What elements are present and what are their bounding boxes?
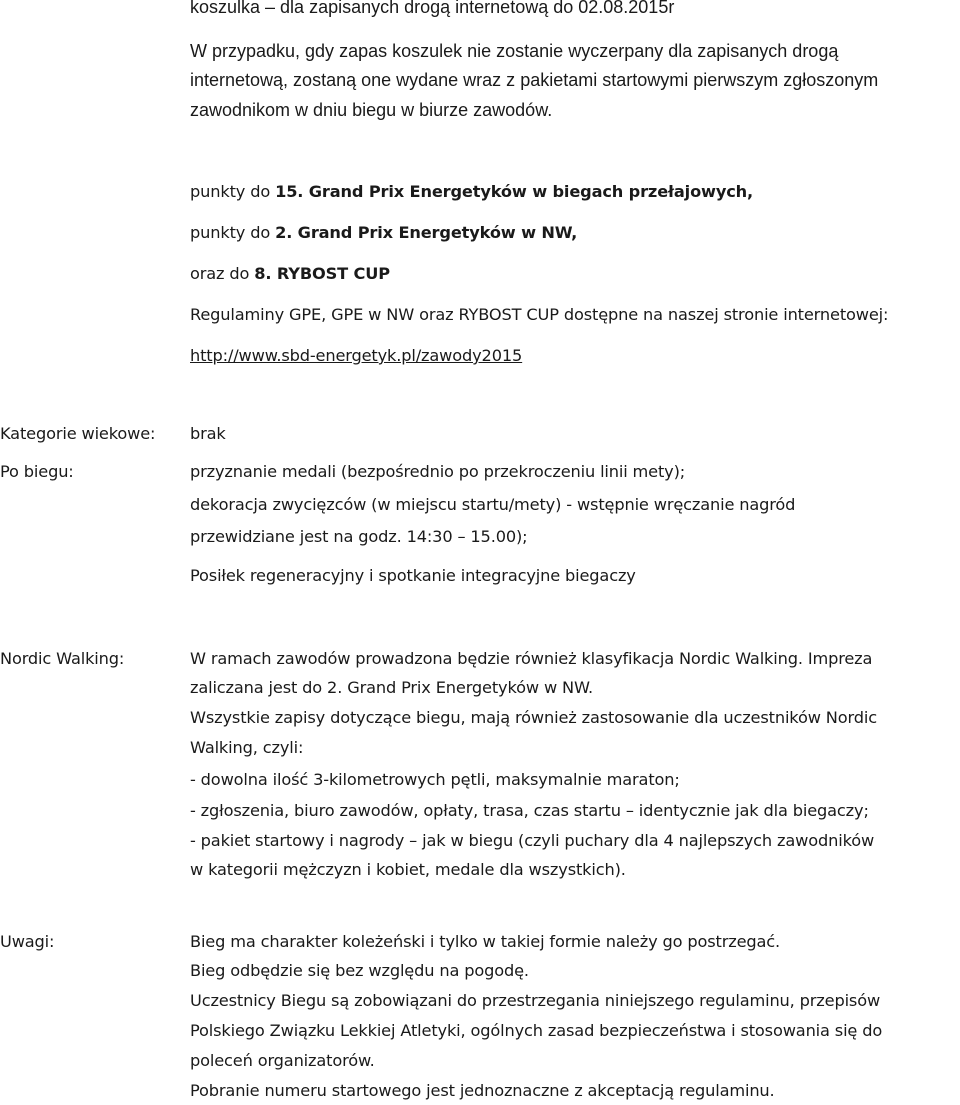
nordic-walking-line-3: Wszystkie zapisy dotyczące biegu, mają również zastosowanie dla uczestników Nordic xyxy=(190,708,877,727)
regulations-link[interactable]: http://www.sbd-energetyk.pl/zawody2015 xyxy=(190,346,523,365)
points-line-2-prefix: punkty do xyxy=(190,223,276,242)
points-line-3 xyxy=(190,266,390,282)
nordic-walking-line-4: Walking, czyli: xyxy=(190,738,304,757)
nordic-walking-label: Nordic Walking: xyxy=(0,649,125,668)
nordic-walking-line-7: - pakiet startowy i nagrody – jak w biegu (czyli puchary dla 4 najlepszych zawodników xyxy=(190,831,875,850)
intro-line-3: internetową, zostaną one wydane wraz z pakietami startowymi pierwszym zgłoszonym xyxy=(190,70,879,90)
after-run-line-3: przewidziane jest na godz. 14:30 – 15.00); xyxy=(190,527,528,546)
points-line-3-bold: 8. RYBOST CUP xyxy=(254,264,390,283)
intro-line-1: koszulka – dla zapisanych drogą internetową do 02.08.2015r xyxy=(190,0,675,17)
notes-line-3: Uczestnicy Biegu są zobowiązani do przestrzegania niniejszego regulaminu, przepisów xyxy=(190,991,881,1010)
after-run-line-4: Posiłek regeneracyjny i spotkanie integracyjne biegaczy xyxy=(190,566,636,585)
points-line-2-bold: 2. Grand Prix Energetyków w NW, xyxy=(275,223,578,242)
notes-label: Uwagi: xyxy=(0,932,55,951)
notes-line-1: Bieg ma charakter koleżeński i tylko w takiej formie należy go postrzegać. xyxy=(190,932,781,951)
points-line-1 xyxy=(190,184,753,200)
age-categories-value: brak xyxy=(190,424,226,443)
notes-line-4: Polskiego Związku Lekkiej Atletyki, ogólnych zasad bezpieczeństwa i stosowania się do xyxy=(190,1021,883,1040)
regulations-text: Regulaminy GPE, GPE w NW oraz RYBOST CUP dostępne na naszej stronie internetowej: xyxy=(190,305,889,324)
after-run-label: Po biegu: xyxy=(0,462,74,481)
regulations-link-line xyxy=(190,348,522,364)
points-line-2 xyxy=(190,225,577,241)
nordic-walking-line-5: - dowolna ilość 3-kilometrowych pętli, maksymalnie maraton; xyxy=(190,770,680,789)
notes-line-6: Pobranie numeru startowego jest jednoznaczne z akceptacją regulaminu. xyxy=(190,1081,775,1100)
intro-line-2: W przypadku, gdy zapas koszulek nie zostanie wyczerpany dla zapisanych drogą xyxy=(190,41,839,61)
nordic-walking-line-8: w kategorii mężczyzn i kobiet, medale dla wszystkich). xyxy=(190,860,626,879)
points-line-1-bold: 15. Grand Prix Energetyków w biegach przełajowych, xyxy=(275,182,754,201)
notes-line-2: Bieg odbędzie się bez względu na pogodę. xyxy=(190,961,529,980)
points-line-3-prefix: oraz do xyxy=(190,264,255,283)
nordic-walking-line-6: - zgłoszenia, biuro zawodów, opłaty, trasa, czas startu – identycznie jak dla biegaczy; xyxy=(190,801,869,820)
intro-line-4: zawodnikom w dniu biegu w biurze zawodów. xyxy=(190,100,553,120)
points-line-1-prefix: punkty do xyxy=(190,182,276,201)
nordic-walking-line-1: W ramach zawodów prowadzona będzie również klasyfikacja Nordic Walking. Impreza xyxy=(190,649,873,668)
after-run-line-2: dekoracja zwycięzców (w miejscu startu/mety) - wstępnie wręczanie nagród xyxy=(190,495,796,514)
nordic-walking-line-2: zaliczana jest do 2. Grand Prix Energetyków w NW. xyxy=(190,678,594,697)
notes-line-5: poleceń organizatorów. xyxy=(190,1051,375,1070)
age-categories-label: Kategorie wiekowe: xyxy=(0,424,156,443)
after-run-line-1: przyznanie medali (bezpośrednio po przekroczeniu linii mety); xyxy=(190,462,686,481)
